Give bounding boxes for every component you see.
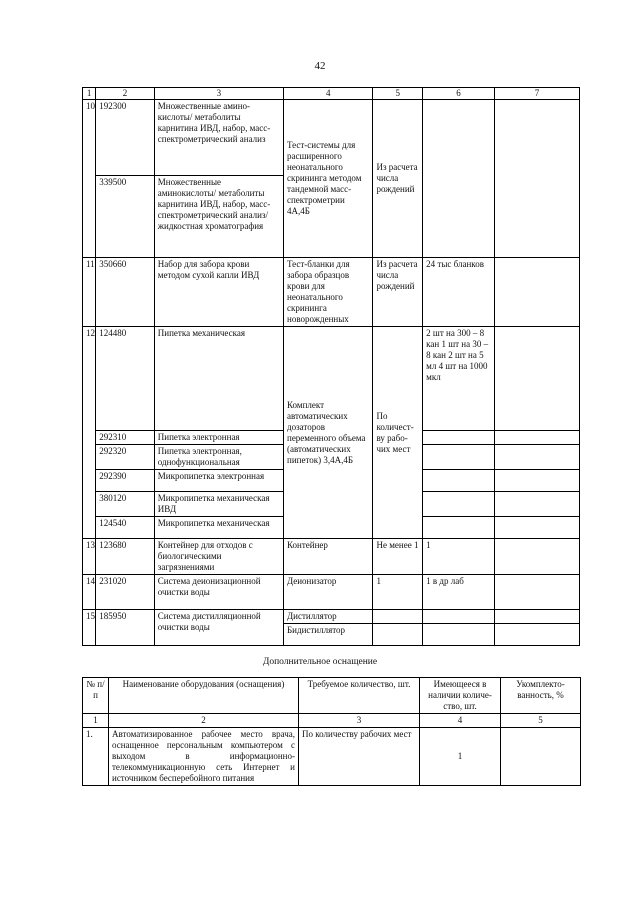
header-cell: 1 — [83, 88, 96, 100]
required-quantity: По количеству рабочих мест — [299, 728, 420, 786]
completeness — [494, 624, 579, 646]
required-quantity: Из расчета числа рождений — [373, 100, 423, 258]
column-number: 4 — [420, 714, 501, 728]
header-cell: 6 — [423, 88, 495, 100]
completeness — [494, 327, 579, 431]
equipment-description: Контейнер — [284, 539, 373, 575]
additional-equipment-table — [82, 677, 581, 786]
row-number: 13 — [83, 539, 96, 575]
available-quantity — [423, 470, 495, 492]
table-row — [83, 327, 580, 431]
item-name: Система деионизационной очистки воды — [154, 575, 283, 610]
item-code: 123680 — [96, 539, 155, 575]
completeness — [494, 575, 579, 610]
table-row — [83, 575, 580, 610]
table-row — [83, 610, 580, 624]
item-name: Множественные аминокислоты/ метаболиты карнитина ИВД, набор, масс-спектрометрический анализ/жидкостная хроматография — [154, 176, 283, 258]
required-quantity: Из расчета числа рождений — [373, 258, 423, 327]
item-name: Набор для забора крови методом сухой капли ИВД — [154, 258, 283, 327]
available-quantity — [423, 100, 495, 258]
header-cell: Наименование оборудования (оснащения) — [109, 678, 299, 714]
row-number: 1. — [83, 728, 109, 786]
header-cell: № п/п — [83, 678, 109, 714]
row-number: 11 — [83, 258, 96, 327]
available-quantity: 1 — [420, 728, 501, 786]
required-quantity — [373, 610, 423, 624]
equipment-description: Деионизатор — [284, 575, 373, 610]
completeness — [501, 728, 581, 786]
available-quantity — [423, 610, 495, 624]
item-code: 231020 — [96, 575, 155, 610]
header-cell: Укомплекто-ванность, % — [501, 678, 581, 714]
item-code: 292320 — [96, 445, 155, 470]
item-name: Микропипетка механическая — [154, 517, 283, 539]
available-quantity — [423, 445, 495, 470]
row-number: 14 — [83, 575, 96, 610]
item-name: Микропипетка механическая ИВД — [154, 492, 283, 517]
item-name: Система дистилляционной очистки воды — [154, 610, 283, 646]
available-quantity — [423, 431, 495, 445]
completeness — [494, 610, 579, 624]
header-cell: Требуемое количество, шт. — [299, 678, 420, 714]
available-quantity — [423, 517, 495, 539]
available-quantity: 24 тыс бланков — [423, 258, 495, 327]
item-code: 124480 — [96, 327, 155, 431]
page-number: 42 — [314, 60, 326, 72]
available-quantity — [423, 492, 495, 517]
completeness — [494, 492, 579, 517]
header-cell: 4 — [284, 88, 373, 100]
item-code: 124540 — [96, 517, 155, 539]
completeness — [494, 100, 579, 258]
equipment-description: Бидистиллятор — [284, 624, 373, 646]
equipment-table — [82, 87, 580, 646]
item-code: 350660 — [96, 258, 155, 327]
completeness — [494, 470, 579, 492]
header-cell: 7 — [494, 88, 579, 100]
completeness — [494, 445, 579, 470]
table-header-row — [83, 88, 580, 100]
equipment-description: Комплект автоматических дозаторов переменного объема (автоматических пипеток) 3,4А,4Б — [284, 327, 373, 539]
header-cell: 2 — [96, 88, 155, 100]
item-name: Микропипетка электронная — [154, 470, 283, 492]
item-name: Пипетка электронная, однофункциональная — [154, 445, 283, 470]
table-header-row — [83, 678, 581, 714]
section-title: Дополнительное оснащение — [262, 657, 378, 667]
row-number: 10 — [83, 100, 96, 258]
equipment-name: Автоматизированное рабочее место врача, оснащенное персональным компьютером с выходом в информационно-телекоммуникационную сеть Интернет и источником бесперебойного питания — [109, 728, 299, 786]
header-cell: Имеющееся в наличии количе-ство, шт. — [420, 678, 501, 714]
completeness — [494, 517, 579, 539]
item-name: Контейнер для отходов с биологическими загрязнениями — [154, 539, 283, 575]
row-number: 12 — [83, 327, 96, 539]
header-cell: 5 — [373, 88, 423, 100]
required-quantity: 1 — [373, 575, 423, 610]
column-number: 5 — [501, 714, 581, 728]
equipment-description: Дистиллятор — [284, 610, 373, 624]
header-cell: 3 — [154, 88, 283, 100]
table-row — [83, 728, 581, 786]
item-code: 192300 — [96, 100, 155, 176]
row-number: 15 — [83, 610, 96, 646]
available-quantity: 1 в др лаб — [423, 575, 495, 610]
required-quantity: По количест-ву рабо-чих мест — [373, 327, 423, 539]
item-code: 185950 — [96, 610, 155, 646]
equipment-description: Тест-системы для расширенного неонатального скрининга методом тандемной масс-спектрометрии 4А,4Б — [284, 100, 373, 258]
table-row — [83, 539, 580, 575]
column-number: 2 — [109, 714, 299, 728]
item-code: 380120 — [96, 492, 155, 517]
available-quantity: 1 — [423, 539, 495, 575]
required-quantity: Не менее 1 — [373, 539, 423, 575]
required-quantity — [373, 624, 423, 646]
item-code: 339500 — [96, 176, 155, 258]
completeness — [494, 539, 579, 575]
item-name: Пипетка электронная — [154, 431, 283, 445]
item-code: 292310 — [96, 431, 155, 445]
completeness — [494, 258, 579, 327]
table-row — [83, 258, 580, 327]
column-number: 1 — [83, 714, 109, 728]
available-quantity — [423, 624, 495, 646]
equipment-description: Тест-бланки для забора образцов крови для неонатального скрининга новорожденных — [284, 258, 373, 327]
item-name: Пипетка механическая — [154, 327, 283, 431]
item-code: 292390 — [96, 470, 155, 492]
table-row — [83, 100, 580, 176]
table-number-row — [83, 714, 581, 728]
column-number: 3 — [299, 714, 420, 728]
item-name: Множественные амино-кислоты/ метаболиты карнитина ИВД, набор, масс-спектрометрический анализ — [154, 100, 283, 176]
completeness — [494, 431, 579, 445]
available-quantity: 2 шт на 300 – 8 кан 1 шт на 30 – 8 кан 2 шт на 5 мл 4 шт на 1000 мкл — [423, 327, 495, 431]
